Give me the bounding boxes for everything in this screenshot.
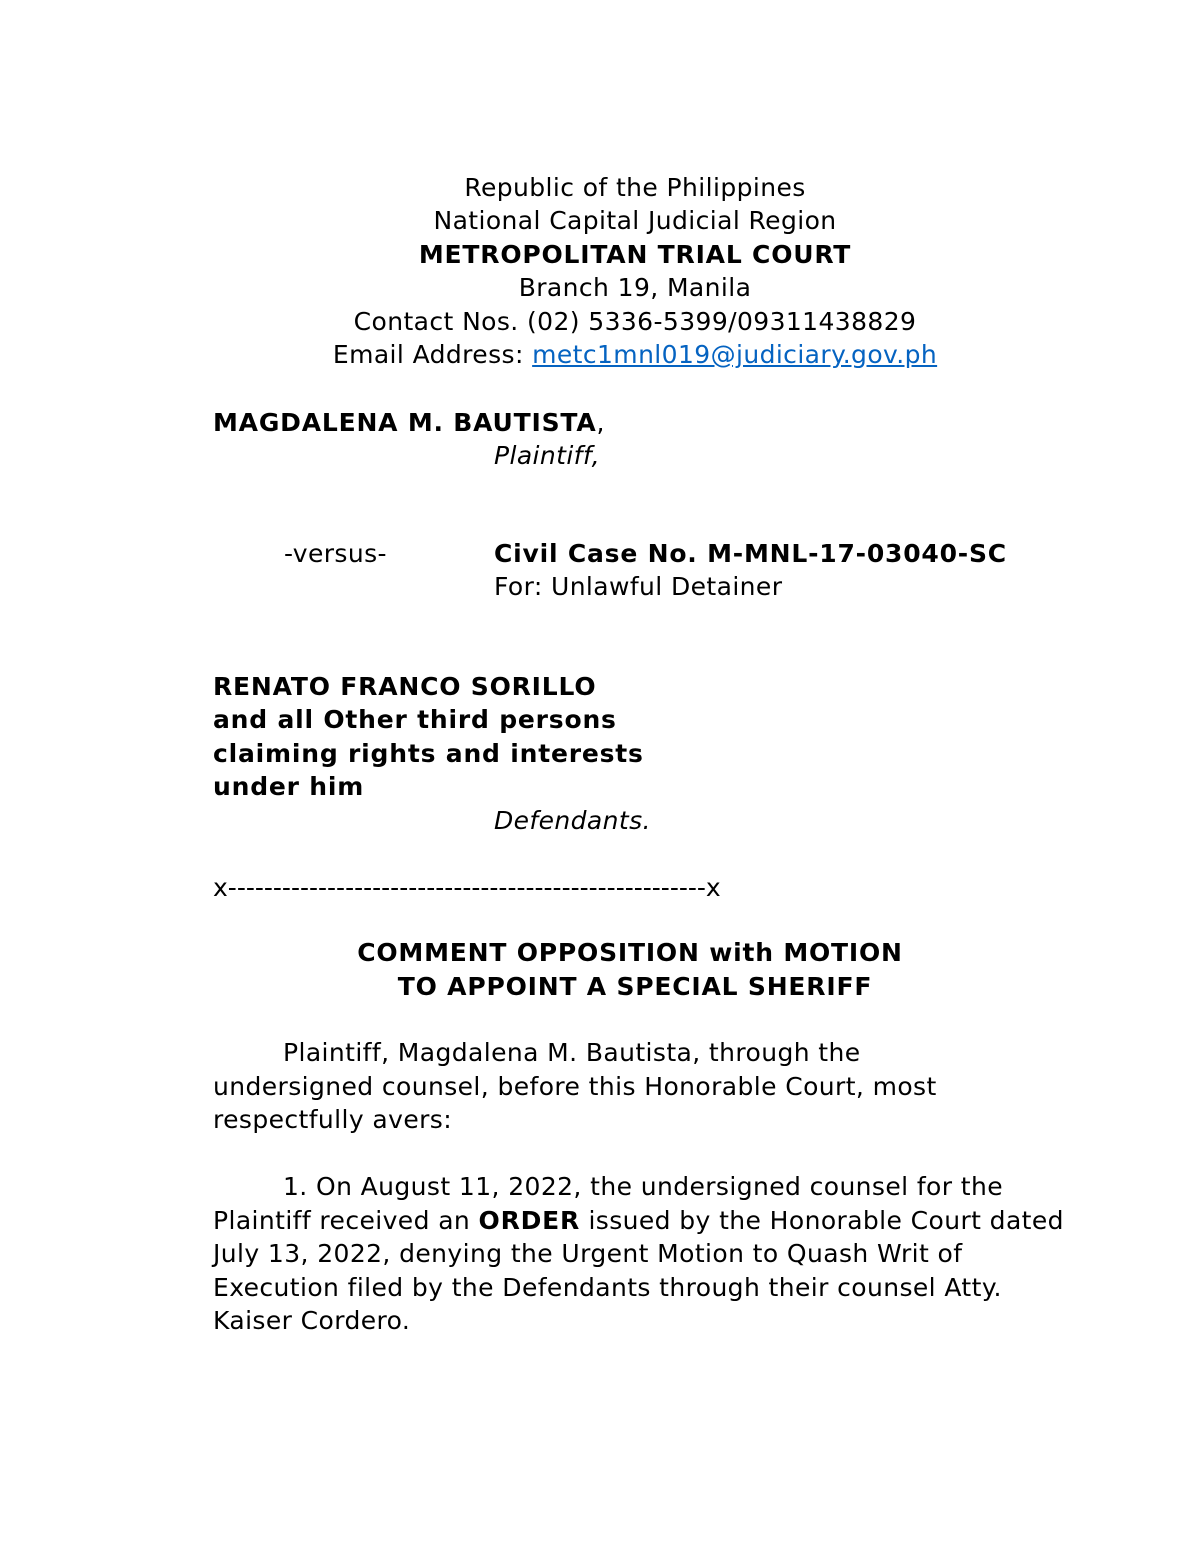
- header-republic: Republic of the Philippines: [464, 173, 806, 202]
- paragraph-1-text-before: 1. On August 11, 2022, the undersigned counsel for the Plaintiff received an: [213, 1172, 1003, 1235]
- header-contact: Contact Nos. (02) 5336-5399/09311438829: [353, 307, 917, 336]
- versus-label: -versus-: [284, 539, 387, 568]
- defendant-line-4: under him: [213, 772, 365, 801]
- plaintiff-name: MAGDALENA M. BAUTISTA: [213, 408, 597, 437]
- intro-text: Plaintiff, Magdalena M. Bautista, through the undersigned counsel, before this Honorable Court, most respectfully avers:: [213, 1038, 937, 1134]
- defendant-role: Defendants.: [494, 806, 651, 835]
- paragraph-1-order: ORDER: [478, 1205, 581, 1235]
- caption-separator: x-----------------------------------------------------x: [213, 873, 721, 902]
- paragraph-1: [213, 1170, 1073, 1338]
- header-court: METROPOLITAN TRIAL COURT: [418, 240, 852, 269]
- title-line-2: TO APPOINT A SPECIAL SHERIFF: [397, 972, 873, 1001]
- header-email-label: Email Address:: [332, 340, 533, 369]
- header-email-line: [0, 338, 1200, 371]
- header-branch: Branch 19, Manila: [518, 273, 752, 302]
- header-region: National Capital Judicial Region: [433, 206, 837, 235]
- case-for: For: Unlawful Detainer: [494, 572, 783, 601]
- plaintiff-role: Plaintiff,: [494, 441, 600, 470]
- plaintiff-line: [213, 406, 605, 439]
- title-line-1: COMMENT OPPOSITION with MOTION: [357, 938, 903, 967]
- intro-paragraph: [213, 1036, 1013, 1137]
- defendant-line-3: claiming rights and interests: [213, 739, 644, 768]
- email-link[interactable]: metc1mnl019@judiciary.gov.ph: [532, 340, 938, 369]
- case-number: Civil Case No. M-MNL-17-03040-SC: [494, 539, 1007, 568]
- defendant-line-2: and all Other third persons: [213, 705, 617, 734]
- plaintiff-comma: ,: [596, 408, 605, 437]
- defendant-line-1: RENATO FRANCO SORILLO: [213, 672, 597, 701]
- paragraph-1-text-after: issued by the Honorable Court dated July 13, 2022, denying the Urgent Motion to Quash Writ of Execution filed by the Defendants through their counsel Atty. Kaiser Cordero.: [213, 1205, 1064, 1335]
